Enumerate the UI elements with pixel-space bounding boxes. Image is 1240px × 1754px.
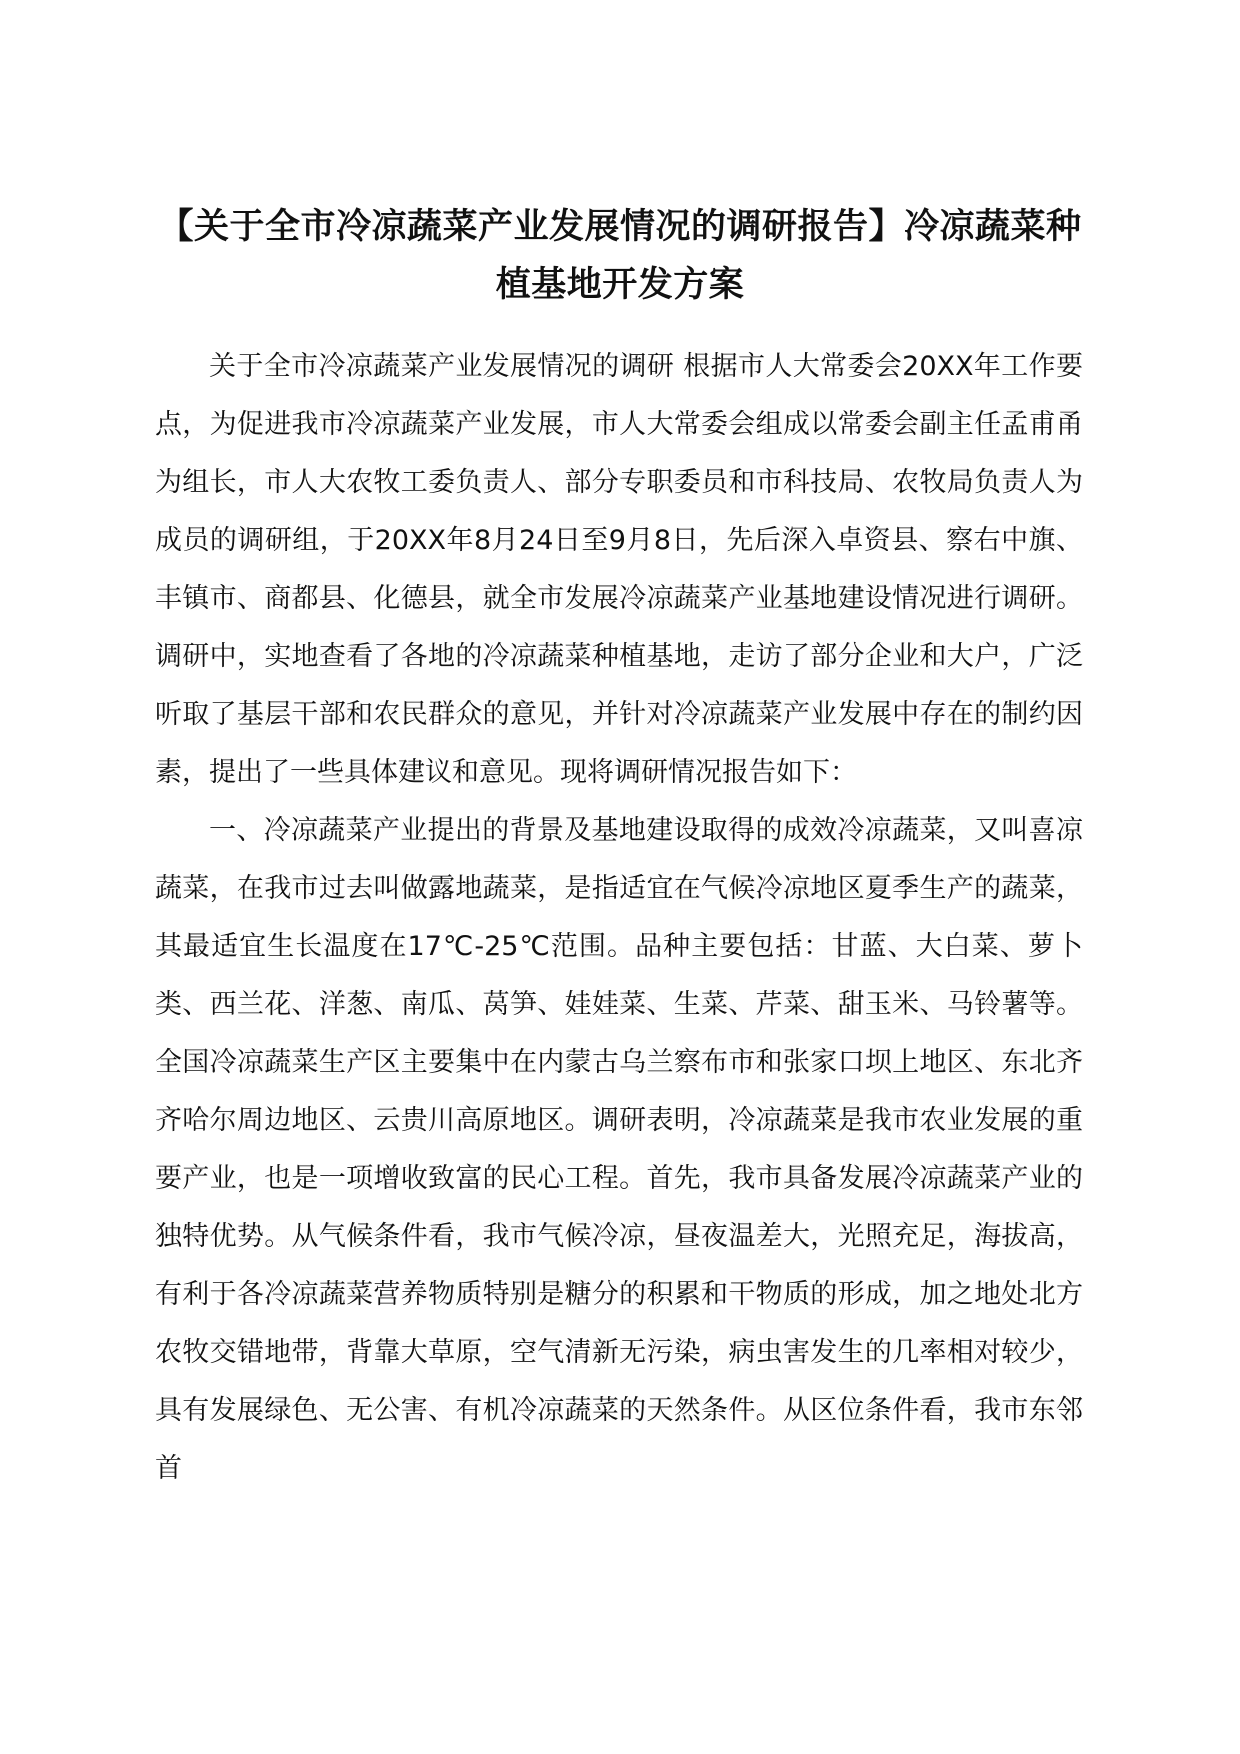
- document-title: 【关于全市冷凉蔬菜产业发展情况的调研报告】冷凉蔬菜种植基地开发方案: [158, 207, 1082, 305]
- document-body: [155, 338, 1083, 1498]
- body-paragraph-section-one: 一、冷凉蔬菜产业提出的背景及基地建设取得的成效冷凉蔬菜，又叫喜凉蔬菜，在我市过去叫做露地蔬菜，是指适宜在气候冷凉地区夏季生产的蔬菜，其最适宜生长温度在17℃-25℃范围。品种主要包括：甘蓝、大白菜、萝卜类、西兰花、洋葱、南瓜、莴笋、娃娃菜、生菜、芹菜、甜玉米、马铃薯等。全国冷凉蔬菜生产区主要集中在内蒙古乌兰察布市和张家口坝上地区、东北齐齐哈尔周边地区、云贵川高原地区。调研表明，冷凉蔬菜是我市农业发展的重要产业，也是一项增收致富的民心工程。首先，我市具备发展冷凉蔬菜产业的独特优势。从气候条件看，我市气候冷凉，昼夜温差大，光照充足，海拔高，有利于各冷凉蔬菜营养物质特别是糖分的积累和干物质的形成，加之地处北方农牧交错地带，背靠大草原，空气清新无污染，病虫害发生的几率相对较少，具有发展绿色、无公害、有机冷凉蔬菜的天然条件。从区位条件看，我市东邻首: [155, 815, 1083, 1484]
- body-paragraph-intro: 关于全市冷凉蔬菜产业发展情况的调研 根据市人大常委会20XX年工作要点，为促进我市冷凉蔬菜产业发展，市人大常委会组成以常委会副主任孟甫甬为组长，市人大农牧工委负责人、部分专职委员和市科技局、农牧局负责人为成员的调研组，于20XX年8月24日至9月8日，先后深入卓资县、察右中旗、丰镇市、商都县、化德县，就全市发展冷凉蔬菜产业基地建设情况进行调研。调研中，实地查看了各地的冷凉蔬菜种植基地，走访了部分企业和大户，广泛听取了基层干部和农民群众的意见，并针对冷凉蔬菜产业发展中存在的制约因素，提出了一些具体建议和意见。现将调研情况报告如下：: [155, 351, 1083, 788]
